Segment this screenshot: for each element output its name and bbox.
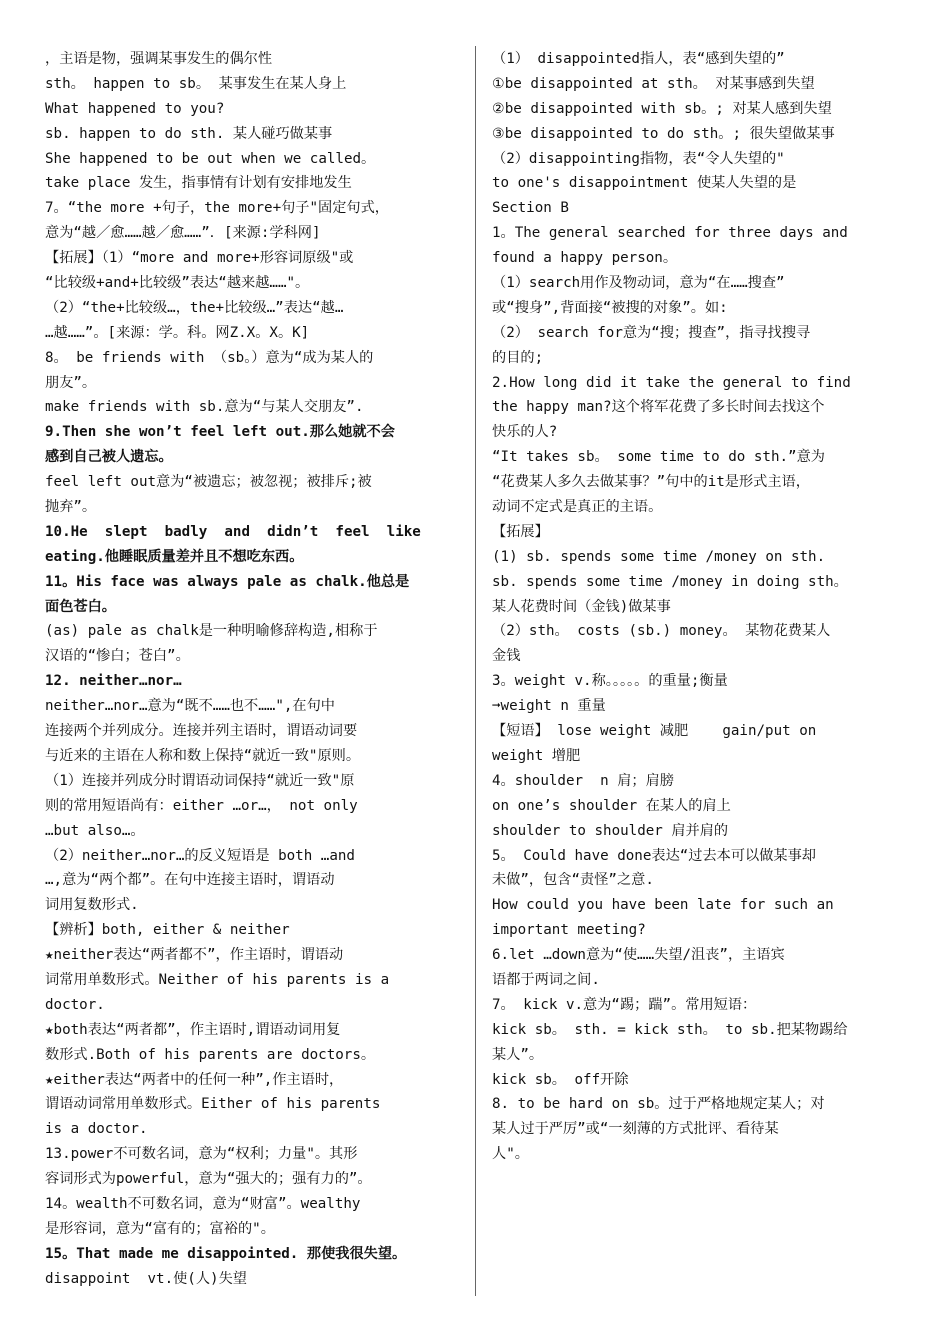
text-line: “花费某人多久去做某事？”句中的it是形式主语， [492,474,810,491]
text-line: Section B [492,200,569,217]
text-line: 15。That made me disappointed. 那使我很失望。 [45,1245,407,1262]
text-line: 意为“越／愈……越／愈……”．[来源:学科网] [45,225,321,242]
text-line: 8。 be friends with （sb。）意为“成为某人的 [45,349,374,366]
text-line: …,意为“两个都”。在句中连接主语时，谓语动 [45,872,335,889]
left-column [45,47,463,1292]
text-line: disappoint vt.使(人)失望 [45,1270,247,1287]
text-line: ★neither表达“两者都不”，作主语时，谓语动 [45,947,344,964]
text-line: sb. happen to do sth. 某人碰巧做某事 [45,125,333,142]
text-line: eating.他睡眠质量差并且不想吃东西。 [45,548,304,565]
text-line: 9.Then she won’t feel left out.那么她就不会 [45,424,395,441]
text-line: (1) sb. spends some time /money on sth. [492,548,826,565]
text-line: （1）search用作及物动词，意为“在……搜查” [492,275,785,292]
text-line: ①be disappointed at sth。 对某事感到失望 [492,75,815,92]
text-line: 某人”。 [492,1046,544,1063]
text-line: …越……”。[来源：学。科。网Z.X。X。K] [45,324,310,341]
text-line: She happened to be out when we called。 [45,150,376,167]
text-line: 【拓展】（1）“more and more+形容词原级"或 [45,250,354,267]
text-line: 1。The general searched for three days and [492,225,848,242]
text-line: 汉语的“惨白；苍白”。 [45,648,190,665]
text-line: 【拓展】 [492,523,549,540]
text-line: 则的常用短语尚有：either …or…， not only [45,797,358,814]
text-line: “比较级+and+比较级”表达“越来越……"。 [45,275,310,292]
text-line: ➞weight n 重量 [492,698,606,715]
text-line: 8. to be hard on sb。过于严格地规定某人；对 [492,1096,825,1113]
text-line: （2）neither…nor…的反义短语是 both …and [45,847,355,864]
text-line: take place 发生，指事情有计划有安排地发生 [45,175,352,192]
text-line: 或“搜身”,背面接“被搜的对象”。如: [492,299,728,316]
text-line: What happened to you? [45,100,225,117]
text-line: the happy man?这个将军花费了多长时间去找这个 [492,399,825,416]
text-line: 10.He slept badly and didn’t feel like [45,523,421,540]
text-line: 7。 kick v.意为“踢；踹”。常用短语： [492,996,757,1013]
text-line: 7。“the more +句子，the more+句子"固定句式， [45,200,389,217]
text-line: 谓语动词常用单数形式。Either of his parents [45,1096,381,1113]
text-line: 5。 Could have done表达“过去本可以做某事却 [492,847,816,864]
text-line: 面色苍白。 [45,598,116,615]
text-line: neither…nor…意为“既不……也不……",在句中 [45,698,335,715]
text-line: 容词形式为powerful，意为“强大的；强有力的”。 [45,1171,372,1188]
text-line: 与近来的主语在人称和数上保持“就近一致"原则。 [45,747,361,764]
text-line: 词用复数形式. [45,897,139,914]
text-line: 语都于两词之间. [492,971,600,988]
text-line: ★both表达“两者都”，作主语时,谓语动词用复 [45,1021,341,1038]
text-line: important meeting? [492,922,646,939]
text-line: （2）disappointing指物，表“令人失望的" [492,150,785,167]
text-line: ②be disappointed with sb。; 对某人感到失望 [492,100,832,117]
text-line: 快乐的人? [492,424,558,441]
text-line: shoulder to shoulder 肩并肩的 [492,822,729,839]
text-line: kick sb。 sth. = kick sth。 to sb.把某物踢给 [492,1021,848,1038]
text-line: 金钱 [492,648,521,665]
text-line: 3。weight v.称。。。。。的重量;衡量 [492,673,728,690]
text-line: 11。His face was always pale as chalk.他总是 [45,573,410,590]
text-line: 感到自己被人遗忘。 [45,449,173,466]
text-line: is a doctor. [45,1121,148,1138]
text-line: on one’s shoulder 在某人的肩上 [492,797,731,814]
text-line: feel left out意为“被遗忘；被忽视；被排斥;被 [45,474,372,491]
text-line: （1） disappointed指人，表“感到失望的” [492,51,785,67]
text-line: sb. spends some time /money in doing sth。 [492,573,848,590]
text-line: 数形式.Both of his parents are doctors。 [45,1046,376,1063]
text-line: sth。 happen to sb。 某事发生在某人身上 [45,75,347,92]
text-line: 的目的; [492,349,544,366]
text-line: 是形容词，意为“富有的；富裕的"。 [45,1220,275,1237]
column-divider [475,46,476,1296]
text-line: to one's disappointment 使某人失望的是 [492,175,797,192]
text-line: 某人花费时间（金钱)做某事 [492,598,671,615]
text-line: found a happy person。 [492,250,678,267]
text-line: 某人过于严厉”或“一刻薄的方式批评、看待某 [492,1121,779,1138]
text-line: weight 增肥 [492,747,581,764]
text-line: 未做”，包含“责怪”之意. [492,872,654,889]
text-line: ③be disappointed to do sth。; 很失望做某事 [492,125,835,142]
text-line: 2.How long did it take the general to find [492,374,851,391]
text-line: （2）“the+比较级…，the+比较级…”表达“越… [45,299,344,316]
text-line: 【辨析】both, either & neither [45,922,290,939]
text-line: (as) pale as chalk是一种明喻修辞构造,相称于 [45,623,378,640]
text-line: 14。wealth不可数名词，意为“财富”。wealthy [45,1195,361,1212]
text-line: make friends with sb.意为“与某人交朋友”. [45,399,364,416]
text-line: kick sb。 off开除 [492,1071,629,1088]
text-line: 抛弃”。 [45,499,97,516]
text-line: 4。shoulder n 肩；肩膀 [492,772,674,789]
text-line: （1）连接并列成分时谓语动词保持“就近一致"原 [45,772,355,789]
text-line: 【短语】 lose weight 减肥 gain/put on [492,723,817,740]
text-line: 人"。 [492,1146,529,1163]
text-line: 动词不定式是真正的主语。 [492,499,663,516]
text-line: doctor. [45,996,105,1013]
text-line: 朋友”。 [45,374,97,391]
right-column [492,47,910,1167]
text-line: （2） search for意为“搜；搜查”，指寻找搜寻 [492,324,811,341]
text-line: How could you have been late for such an [492,897,834,914]
text-line: 词常用单数形式。Neither of his parents is a [45,971,390,988]
text-line: （2）sth。 costs (sb.) money。 某物花费某人 [492,623,831,640]
text-line: 12. neither…nor… [45,673,182,690]
text-line: “It takes sb。 some time to do sth.”意为 [492,449,825,466]
text-line: 13.power不可数名词，意为“权利；力量"。其形 [45,1146,358,1163]
text-line: 6.let …down意为“使……失望/沮丧”，主语宾 [492,947,785,964]
text-line: ★either表达“两者中的任何一种”,作主语时， [45,1071,344,1088]
text-line: …but also…。 [45,822,145,839]
text-line: 连接两个并列成分。连接并列主语时，谓语动词要 [45,723,358,740]
text-line: ，主语是物，强调某事发生的偶尔性 [45,51,273,67]
